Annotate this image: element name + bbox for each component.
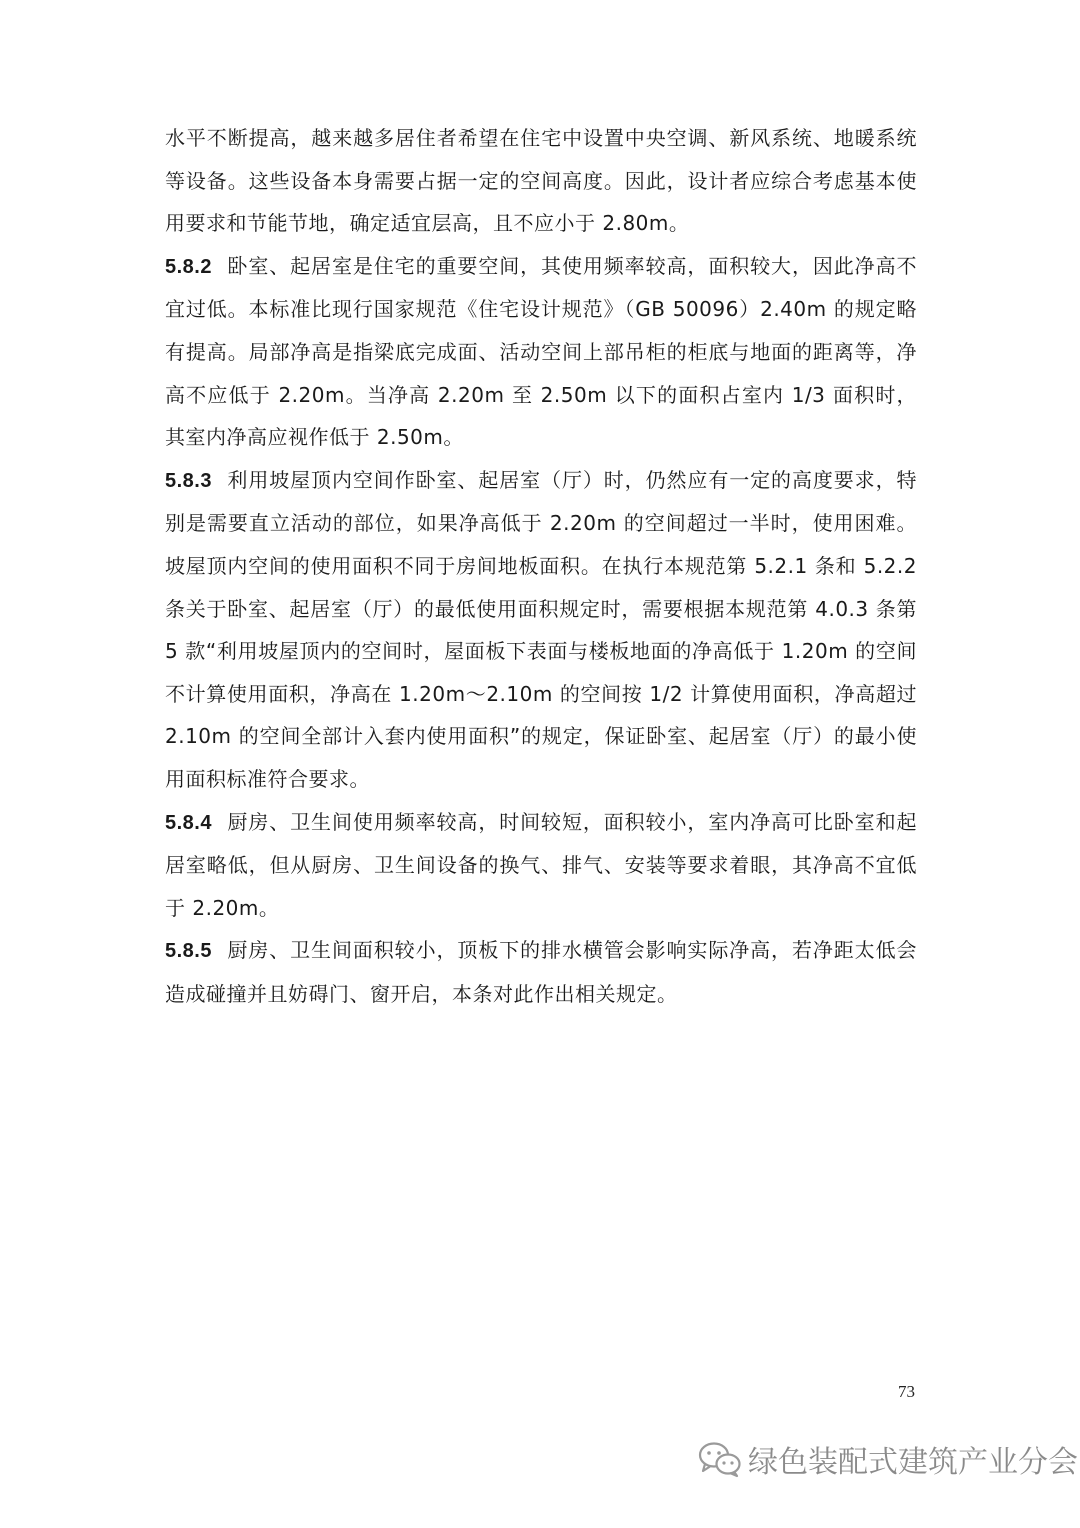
clause-number: 5.8.2	[165, 255, 212, 278]
page-number: 73	[898, 1382, 915, 1401]
clause-5-8-2	[165, 245, 917, 459]
clause-5-8-5	[165, 929, 917, 1015]
paragraph-continuation	[165, 117, 917, 245]
clause-5-8-3	[165, 459, 917, 801]
clause-number: 5.8.3	[165, 469, 212, 492]
clause-text: 厨房、卫生间使用频率较高，时间较短，面积较小，室内净高可比卧室和起居室略低，但从厨房、卫生间设备的换气、排气、安装等要求着眼，其净高不宜低于 2.20m。	[165, 809, 917, 920]
clause-text: 利用坡屋顶内空间作卧室、起居室（厅）时，仍然应有一定的高度要求，特别是需要直立活动的部位，如果净高低于 2.20m 的空间超过一半时，使用困难。坡屋顶内空间的使用面积不同于房间地板面积。在执行本规范第 5.2.1 条和 5.2.2 条关于卧室、起居室（厅）的最低使用面积规定时，需要根据本规范第 4.0.3 条第 5 款“利用坡屋顶内的空间时，屋面板下表面与楼板地面的净高低于 1.20m 的空间不计算使用面积，净高在 1.20m～2.10m 的空间按 1/2 计算使用面积，净高超过 2.10m 的空间全部计入套内使用面积”的规定，保证卧室、起居室（厅）的最小使用面积标准符合要求。	[165, 467, 917, 791]
clause-text: 厨房、卫生间面积较小，顶板下的排水横管会影响实际净高，若净距太低会造成碰撞并且妨碍门、窗开启，本条对此作出相关规定。	[165, 938, 917, 1006]
wechat-icon	[698, 1440, 742, 1478]
clause-number: 5.8.4	[165, 811, 212, 834]
clause-text: 卧室、起居室是住宅的重要空间，其使用频率较高，面积较大，因此净高不宜过低。本标准比现行国家规范《住宅设计规范》（GB 50096）2.40m 的规定略有提高。局部净高是指梁底完成面、活动空间上部吊柜的柜底与地面的距离等，净高不应低于 2.20m。当净高 2.20m 至 2.50m 以下的面积占室内 1/3 面积时，其室内净高应视作低于 2.50m。	[165, 253, 917, 450]
watermark	[698, 1435, 1078, 1483]
paragraph-text: 水平不断提高，越来越多居住者希望在住宅中设置中央空调、新风系统、地暖系统等设备。这些设备本身需要占据一定的空间高度。因此，设计者应综合考虑基本使用要求和节能节地，确定适宜层高，且不应小于 2.80m。	[165, 126, 917, 236]
clause-5-8-4	[165, 801, 917, 930]
document-body	[165, 117, 917, 1015]
clause-number: 5.8.5	[165, 940, 212, 963]
watermark-text: 绿色装配式建筑产业分会	[748, 1445, 1078, 1480]
